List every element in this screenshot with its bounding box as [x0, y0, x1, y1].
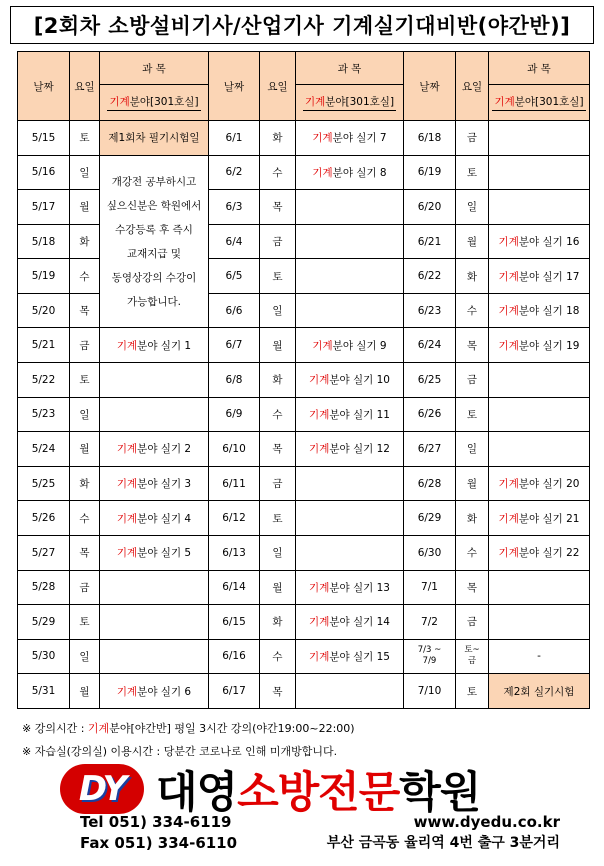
day-cell: 목 [260, 432, 296, 467]
subject-cell [296, 293, 404, 328]
subject-text: 분야 실기 18 [518, 305, 580, 318]
day-cell: 화 [70, 466, 100, 501]
day-cell: 일 [70, 397, 100, 432]
notes [22, 717, 355, 763]
subject-text: 분야 실기 21 [518, 512, 580, 525]
table-row [18, 674, 590, 709]
subject-cell [100, 363, 209, 398]
subject-field-red: 기계 [116, 339, 138, 352]
page-title: [2회차 소방설비기사/산업기사 기계실기대비반(야간반)] [10, 6, 594, 44]
day-cell: 금 [456, 121, 489, 156]
date-cell [404, 639, 456, 674]
day-cell: 일 [456, 190, 489, 225]
subject-field-red: 기계 [312, 166, 333, 179]
day-cell: 월 [70, 674, 100, 709]
day-cell: 화 [70, 224, 100, 259]
table-row [18, 501, 590, 536]
date-cell: 6/23 [404, 293, 456, 328]
table-row [18, 535, 590, 570]
academy-name: 대영소방전문학원 [156, 767, 481, 818]
date-cell: 7/1 [404, 570, 456, 605]
subject-cell [100, 535, 209, 570]
subject-cell [296, 363, 404, 398]
date-cell: 6/18 [404, 121, 456, 156]
header-date: 날짜 [209, 52, 260, 121]
table-row [18, 570, 590, 605]
day-cell: 목 [70, 293, 100, 328]
contact-info [80, 812, 560, 854]
subject-field-red: 기계 [116, 512, 138, 525]
day-cell: 금 [70, 570, 100, 605]
subject-text: 분야 실기 12 [329, 443, 390, 456]
date-range-start: 7/3 ~ [417, 645, 442, 656]
header-subject: 과 목 [296, 52, 404, 85]
subject-field-red: 기계 [498, 478, 519, 491]
fax-number: Fax 051) 334-6110 [80, 834, 238, 852]
subject-cell [489, 605, 590, 640]
subject-field-red: 기계 [116, 685, 138, 698]
date-cell: 6/8 [209, 363, 260, 398]
day-cell: 토 [70, 121, 100, 156]
day-cell [456, 639, 489, 674]
subject-cell [489, 155, 590, 190]
subject-text: 분야 실기 14 [329, 616, 390, 629]
notice-line: 싶으신분은 학원에서 [106, 199, 202, 212]
subject-text: 분야 실기 13 [329, 581, 390, 594]
day-cell: 수 [260, 639, 296, 674]
subject-field-red: 기계 [309, 408, 330, 421]
subject-cell [100, 674, 209, 709]
date-cell: 6/13 [209, 535, 260, 570]
subject-text: 분야 실기 11 [329, 408, 390, 421]
date-cell: 6/22 [404, 259, 456, 294]
subject-field-red: 기계 [498, 236, 519, 249]
subject-field-red: 기계 [116, 443, 138, 456]
subject-cell [100, 466, 209, 501]
date-cell: 5/18 [18, 224, 70, 259]
day-cell: 목 [260, 674, 296, 709]
day-cell: 일 [70, 639, 100, 674]
subject-cell [296, 190, 404, 225]
subject-cell [489, 293, 590, 328]
subject-cell [489, 397, 590, 432]
date-cell: 5/31 [18, 674, 70, 709]
header-subject: 과 목 [100, 52, 209, 85]
day-cell: 토 [456, 397, 489, 432]
day-cell: 금 [456, 605, 489, 640]
subject-text: 분야 실기 3 [137, 478, 192, 491]
date-cell: 5/15 [18, 121, 70, 156]
table-row [18, 639, 590, 674]
day-cell: 금 [70, 328, 100, 363]
subject-field-red: 기계 [498, 512, 519, 525]
date-cell: 5/27 [18, 535, 70, 570]
subject-cell [296, 674, 404, 709]
subject-field-red: 기계 [498, 547, 519, 560]
day-cell: 토 [456, 674, 489, 709]
subject-field-red: 기계 [312, 132, 333, 145]
subject-cell [489, 259, 590, 294]
subject-text: - [537, 650, 541, 663]
date-cell: 5/24 [18, 432, 70, 467]
date-cell: 5/19 [18, 259, 70, 294]
date-cell: 5/17 [18, 190, 70, 225]
subject-cell [100, 639, 209, 674]
day-cell: 월 [456, 466, 489, 501]
day-cell: 화 [456, 259, 489, 294]
subject-field-red: 기계 [309, 443, 330, 456]
date-cell: 7/10 [404, 674, 456, 709]
subject-text: 분야 실기 15 [329, 650, 390, 663]
day-cell: 목 [260, 190, 296, 225]
date-cell: 6/7 [209, 328, 260, 363]
subject-field-red: 기계 [498, 339, 519, 352]
date-cell: 6/21 [404, 224, 456, 259]
day-cell: 토 [260, 259, 296, 294]
subject-text: 분야 실기 4 [137, 512, 192, 525]
day-cell: 화 [260, 363, 296, 398]
subject-cell [100, 328, 209, 363]
subject-cell [489, 328, 590, 363]
subject-field-red: 기계 [116, 478, 138, 491]
day-cell: 월 [70, 190, 100, 225]
header-date: 날짜 [404, 52, 456, 121]
day-cell: 수 [456, 293, 489, 328]
table-row [18, 466, 590, 501]
subject-text: 제2회 실기시험 [503, 685, 575, 698]
day-cell: 수 [260, 155, 296, 190]
subject-cell [489, 639, 590, 674]
table-row [18, 363, 590, 398]
subject-field-red: 기계 [312, 339, 333, 352]
day-cell: 화 [456, 501, 489, 536]
header-day: 요일 [456, 52, 489, 121]
subject-text: 분야 실기 5 [137, 547, 192, 560]
subject-text: 분야 실기 10 [329, 374, 390, 387]
date-cell: 6/30 [404, 535, 456, 570]
subject-cell [296, 224, 404, 259]
date-cell: 6/12 [209, 501, 260, 536]
date-cell: 5/29 [18, 605, 70, 640]
table-row [18, 155, 590, 190]
subject-cell [489, 363, 590, 398]
subject-cell [489, 224, 590, 259]
subject-cell [489, 466, 590, 501]
header-room: 기계분야[301호실] [489, 85, 590, 121]
day-cell: 금 [260, 224, 296, 259]
tel-number: Tel 051) 334-6119 [80, 813, 232, 831]
table-row [18, 397, 590, 432]
subject-cell [489, 121, 590, 156]
date-cell: 6/1 [209, 121, 260, 156]
subject-cell [296, 121, 404, 156]
subject-cell [296, 328, 404, 363]
table-row [18, 605, 590, 640]
subject-text: 분야 실기 1 [137, 339, 192, 352]
subject-cell [100, 121, 209, 156]
notice-line: 가능합니다. [126, 295, 182, 308]
day-cell: 토 [456, 155, 489, 190]
day-cell: 금 [260, 466, 296, 501]
notice-line: 동영상강의 수강이 [111, 271, 197, 284]
subject-cell [100, 432, 209, 467]
day-cell: 화 [260, 605, 296, 640]
date-cell: 6/11 [209, 466, 260, 501]
date-cell: 6/20 [404, 190, 456, 225]
date-cell: 6/6 [209, 293, 260, 328]
day-cell: 일 [70, 155, 100, 190]
schedule-table [17, 51, 590, 709]
day-cell: 토 [70, 363, 100, 398]
day-cell: 목 [70, 535, 100, 570]
subject-cell [296, 155, 404, 190]
subject-text: 분야 실기 7 [332, 132, 387, 145]
subject-field-red: 기계 [309, 616, 330, 629]
study-room-note: ※ 자습실(강의실) 이용시간 : 당분간 코로나로 인해 미개방합니다. [22, 745, 338, 758]
day-cell: 일 [260, 535, 296, 570]
day-cell: 금 [456, 363, 489, 398]
date-cell: 6/5 [209, 259, 260, 294]
header-date: 날짜 [18, 52, 70, 121]
subject-cell [100, 570, 209, 605]
subject-cell [296, 466, 404, 501]
date-cell: 5/30 [18, 639, 70, 674]
subject-field-red: 기계 [309, 650, 330, 663]
subject-field-red: 기계 [498, 305, 519, 318]
date-cell: 6/24 [404, 328, 456, 363]
day-cell: 일 [456, 432, 489, 467]
date-cell: 6/29 [404, 501, 456, 536]
date-cell: 6/28 [404, 466, 456, 501]
website-link[interactable]: www.dyedu.co.kr [413, 813, 560, 831]
date-cell: 6/10 [209, 432, 260, 467]
date-cell: 6/2 [209, 155, 260, 190]
date-cell: 6/27 [404, 432, 456, 467]
date-cell: 6/9 [209, 397, 260, 432]
header-day: 요일 [260, 52, 296, 121]
subject-text: 분야 실기 19 [518, 339, 580, 352]
subject-cell [296, 432, 404, 467]
lecture-time-note: ※ 강의시간 : 기계분야[야간반] 평일 3시간 강의(야간19:00~22:00) [22, 722, 355, 735]
table-row [18, 328, 590, 363]
subject-field-red: 기계 [309, 581, 330, 594]
subject-text: 분야 실기 9 [332, 339, 387, 352]
academy-logo [60, 762, 480, 816]
subject-text: 분야 실기 8 [332, 166, 387, 179]
subject-cell [489, 432, 590, 467]
day-cell: 토 [260, 501, 296, 536]
date-cell: 6/15 [209, 605, 260, 640]
subject-text: 분야 실기 20 [518, 478, 580, 491]
date-cell: 5/16 [18, 155, 70, 190]
subject-cell [489, 570, 590, 605]
notice-line: 개강전 공부하시고 [111, 175, 197, 188]
subject-cell [489, 674, 590, 709]
subject-text: 분야 실기 16 [518, 236, 580, 249]
day-cell: 월 [260, 570, 296, 605]
subject-cell [489, 190, 590, 225]
enrollment-notice [100, 155, 209, 328]
subject-text: 분야 실기 17 [518, 270, 580, 283]
date-cell: 5/23 [18, 397, 70, 432]
day-cell: 월 [260, 328, 296, 363]
subject-cell [100, 397, 209, 432]
subject-cell [489, 501, 590, 536]
dy-logo-badge: DY [60, 764, 144, 814]
header-room: 기계분야[301호실] [100, 85, 209, 121]
day-range-start: 토~ [464, 645, 480, 656]
day-cell: 화 [260, 121, 296, 156]
date-cell: 6/19 [404, 155, 456, 190]
date-cell: 5/26 [18, 501, 70, 536]
subject-text: 분야 실기 22 [518, 547, 580, 560]
date-cell: 6/16 [209, 639, 260, 674]
header-day: 요일 [70, 52, 100, 121]
subject-cell [296, 605, 404, 640]
subject-cell [296, 397, 404, 432]
subject-text: 제1회차 필기시험일 [108, 132, 200, 145]
day-cell: 수 [260, 397, 296, 432]
notice-line: 교재지급 및 [126, 247, 182, 260]
subject-text: 분야 실기 6 [137, 685, 192, 698]
subject-cell [489, 535, 590, 570]
date-cell: 6/14 [209, 570, 260, 605]
subject-cell [296, 570, 404, 605]
subject-field-red: 기계 [309, 374, 330, 387]
table-row [18, 121, 590, 156]
date-cell: 5/28 [18, 570, 70, 605]
subject-cell [296, 501, 404, 536]
date-cell: 5/22 [18, 363, 70, 398]
day-cell: 수 [456, 535, 489, 570]
date-cell: 6/26 [404, 397, 456, 432]
day-cell: 월 [70, 432, 100, 467]
header-subject: 과 목 [489, 52, 590, 85]
subject-cell [100, 501, 209, 536]
date-cell: 5/21 [18, 328, 70, 363]
date-cell: 7/2 [404, 605, 456, 640]
table-row [18, 432, 590, 467]
subject-cell [296, 639, 404, 674]
day-cell: 수 [70, 501, 100, 536]
date-cell: 5/20 [18, 293, 70, 328]
notice-line: 수강등록 후 즉시 [115, 223, 193, 236]
header-room: 기계분야[301호실] [296, 85, 404, 121]
date-cell: 6/25 [404, 363, 456, 398]
address: 부산 금곡동 율리역 4번 출구 3분거리 [326, 835, 560, 851]
date-cell: 6/3 [209, 190, 260, 225]
date-cell: 5/25 [18, 466, 70, 501]
date-cell: 6/17 [209, 674, 260, 709]
day-cell: 수 [70, 259, 100, 294]
subject-cell [296, 259, 404, 294]
day-cell: 목 [456, 570, 489, 605]
subject-cell [296, 535, 404, 570]
subject-field-red: 기계 [116, 547, 138, 560]
day-cell: 토 [70, 605, 100, 640]
day-cell: 월 [456, 224, 489, 259]
subject-cell [100, 605, 209, 640]
date-cell: 6/4 [209, 224, 260, 259]
date-range-end: 7/9 [422, 656, 437, 667]
day-range-end: 금 [467, 656, 477, 667]
day-cell: 목 [456, 328, 489, 363]
subject-field-red: 기계 [498, 270, 519, 283]
subject-text: 분야 실기 2 [137, 443, 192, 456]
day-cell: 일 [260, 293, 296, 328]
